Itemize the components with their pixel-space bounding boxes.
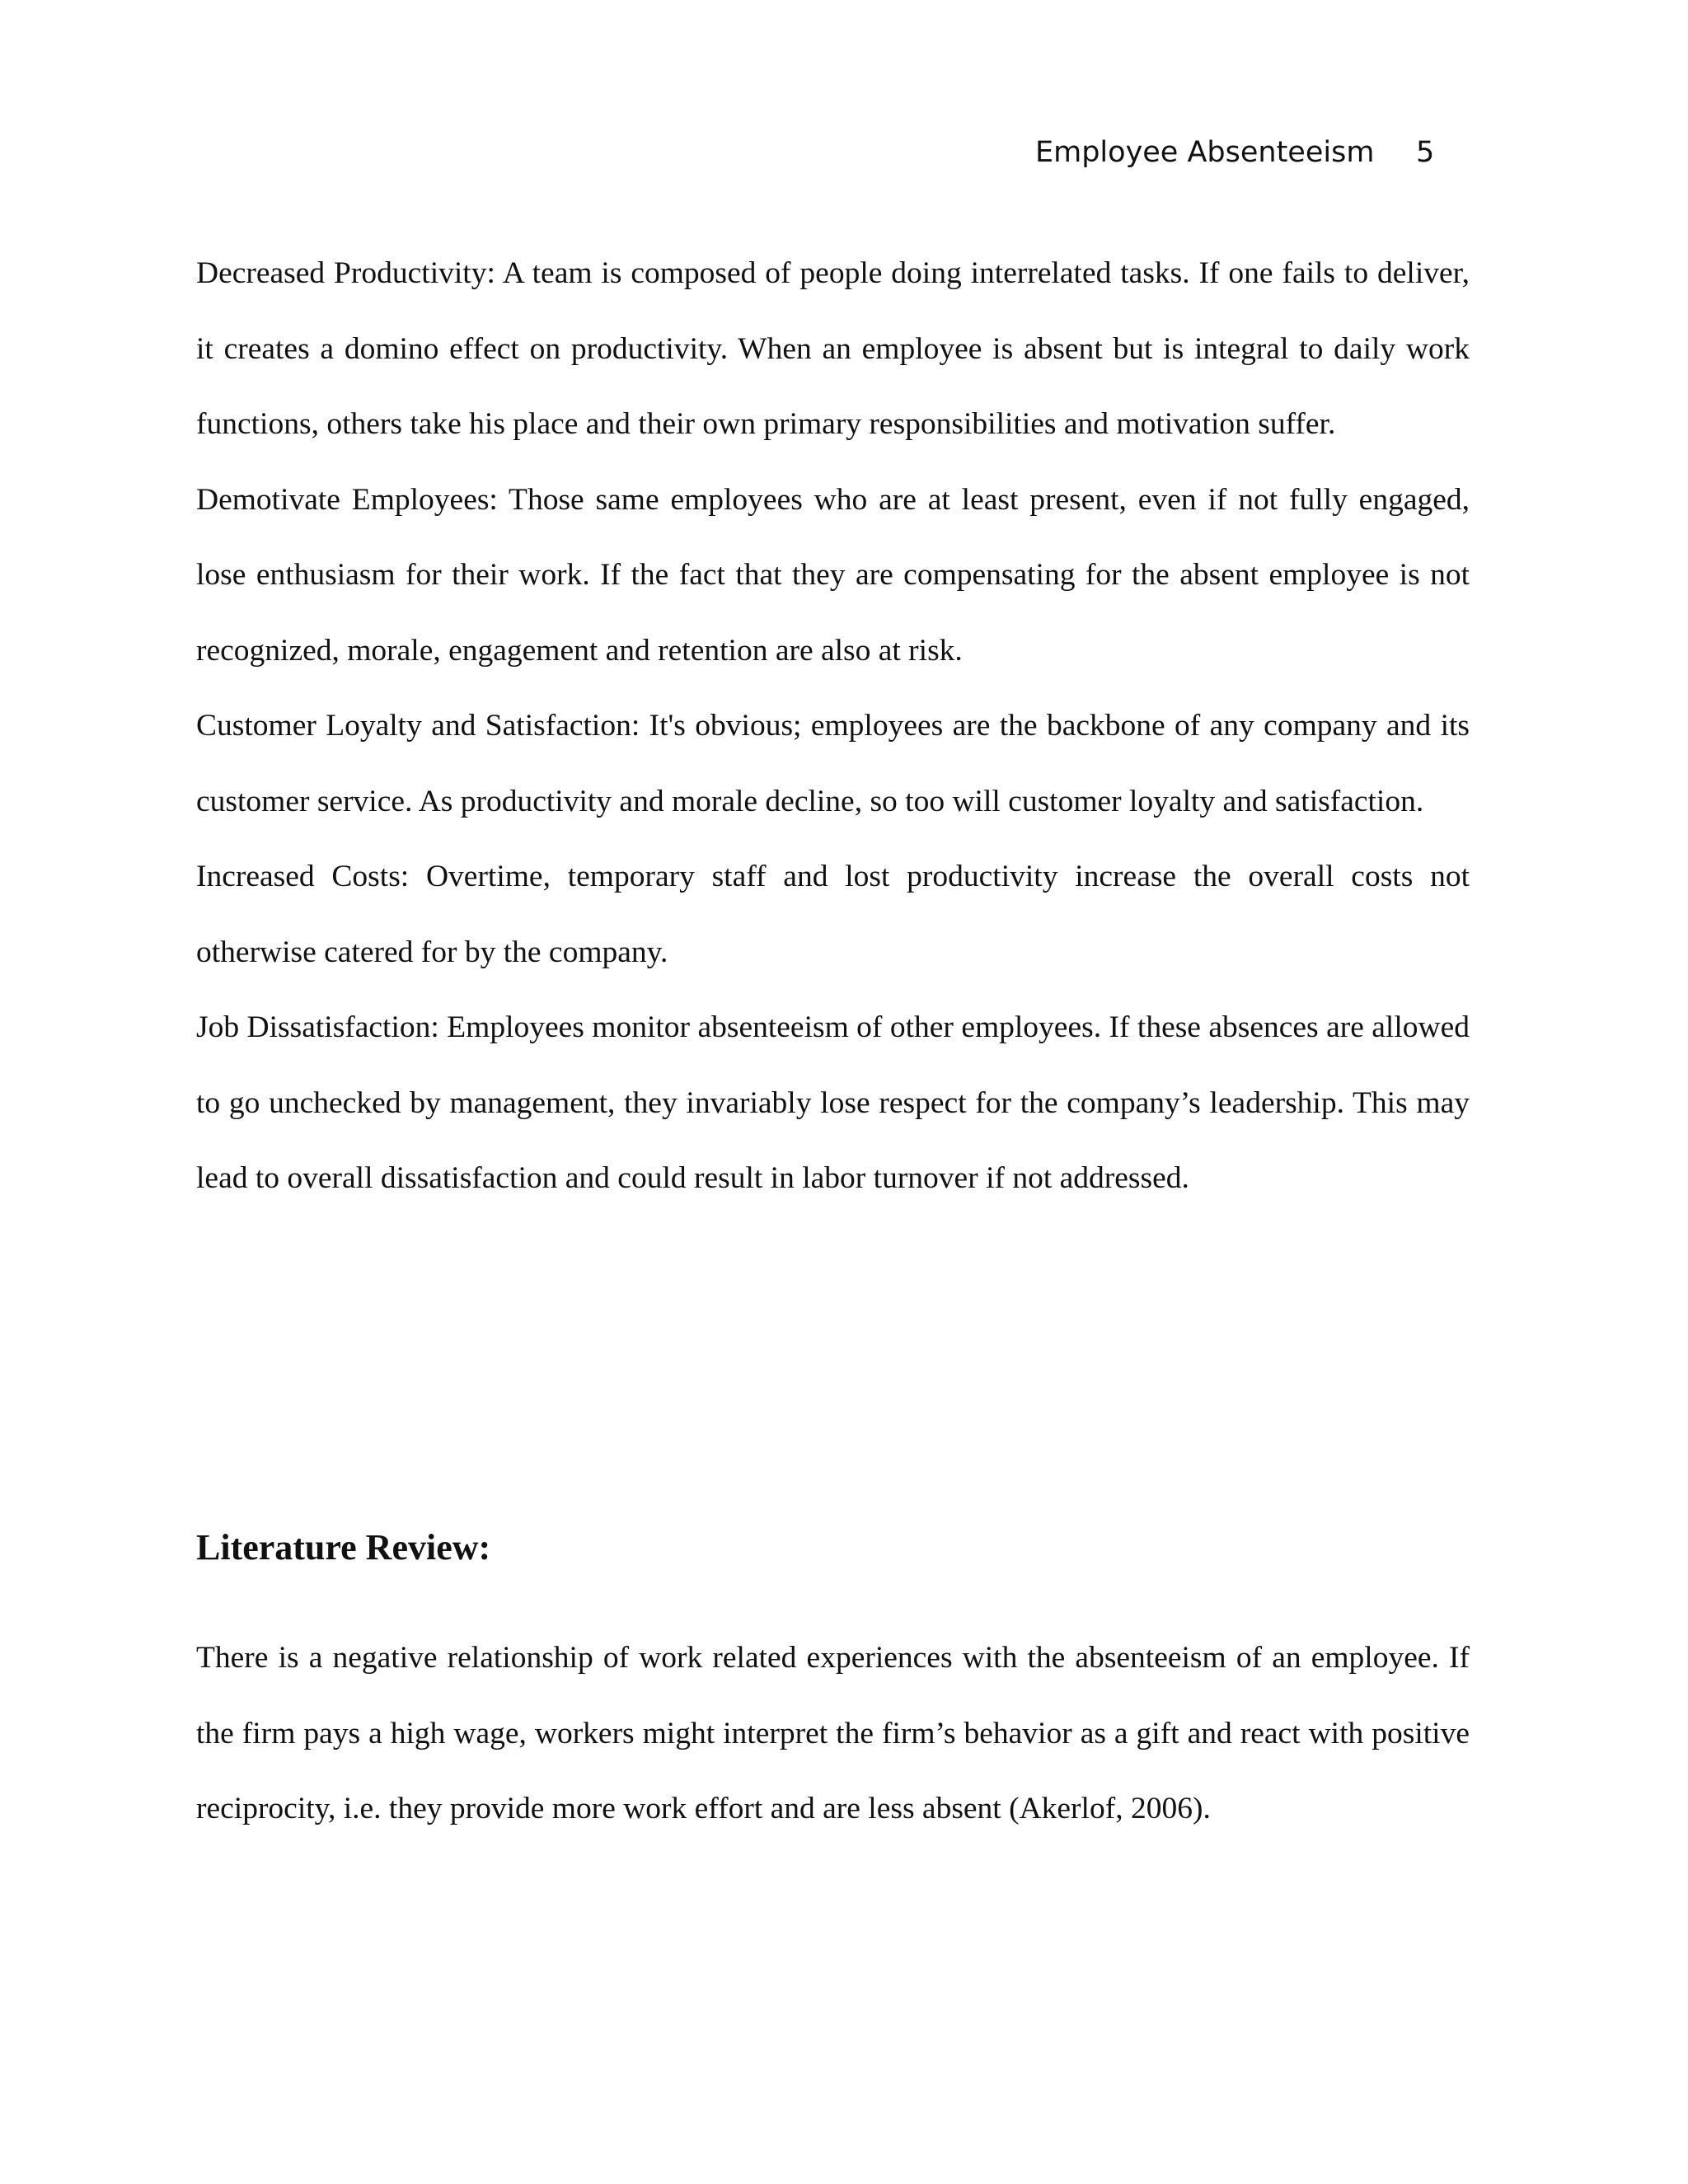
paragraph-increased-costs: Increased Costs: Overtime, temporary staff and lost productivity increase the overall costs not otherwise catered for by the company. [196,860,1470,969]
paragraph-decreased-productivity: Decreased Productivity: A team is composed of people doing interrelated tasks. If one fails to deliver, it creates a domino effect on productivity. When an employee is absent but is integral to daily work functions, others take his place and their own primary responsibilities and motivation suffer. [196,256,1470,441]
running-head [956,132,1451,173]
body-text [196,236,1470,1216]
section-heading-literature-review: Literature Review: [196,1527,491,1568]
running-head-title: Employee Absenteeism [1035,136,1375,169]
page-number: 5 [1416,136,1435,169]
paragraph-customer-loyalty: Customer Loyalty and Satisfaction: It's obvious; employees are the backbone of any company and its customer service. As productivity and morale decline, so too will customer loyalty and satisfaction. [196,709,1470,818]
paragraph-demotivate-employees: Demotivate Employees: Those same employees who are at least present, even if not fully engaged, lose enthusiasm for their work. If the fact that they are compensating for the absent employee is not recognized, morale, engagement and retention are also at risk. [196,482,1470,668]
literature-review-body [196,1620,1470,1847]
paragraph-job-dissatisfaction: Job Dissatisfaction: Employees monitor absenteeism of other employees. If these absences are allowed to go unchecked by management, they invariably lose respect for the company’s leadership. This may lead to overall dissatisfaction and could result in labor turnover if not addressed. [196,1010,1470,1195]
paragraph-literature-review: There is a negative relationship of work related experiences with the absenteeism of an employee. If the firm pays a high wage, workers might interpret the firm’s behavior as a gift and react with positive reciprocity, i.e. they provide more work effort and are less absent (Akerlof, 2006). [196,1641,1470,1825]
